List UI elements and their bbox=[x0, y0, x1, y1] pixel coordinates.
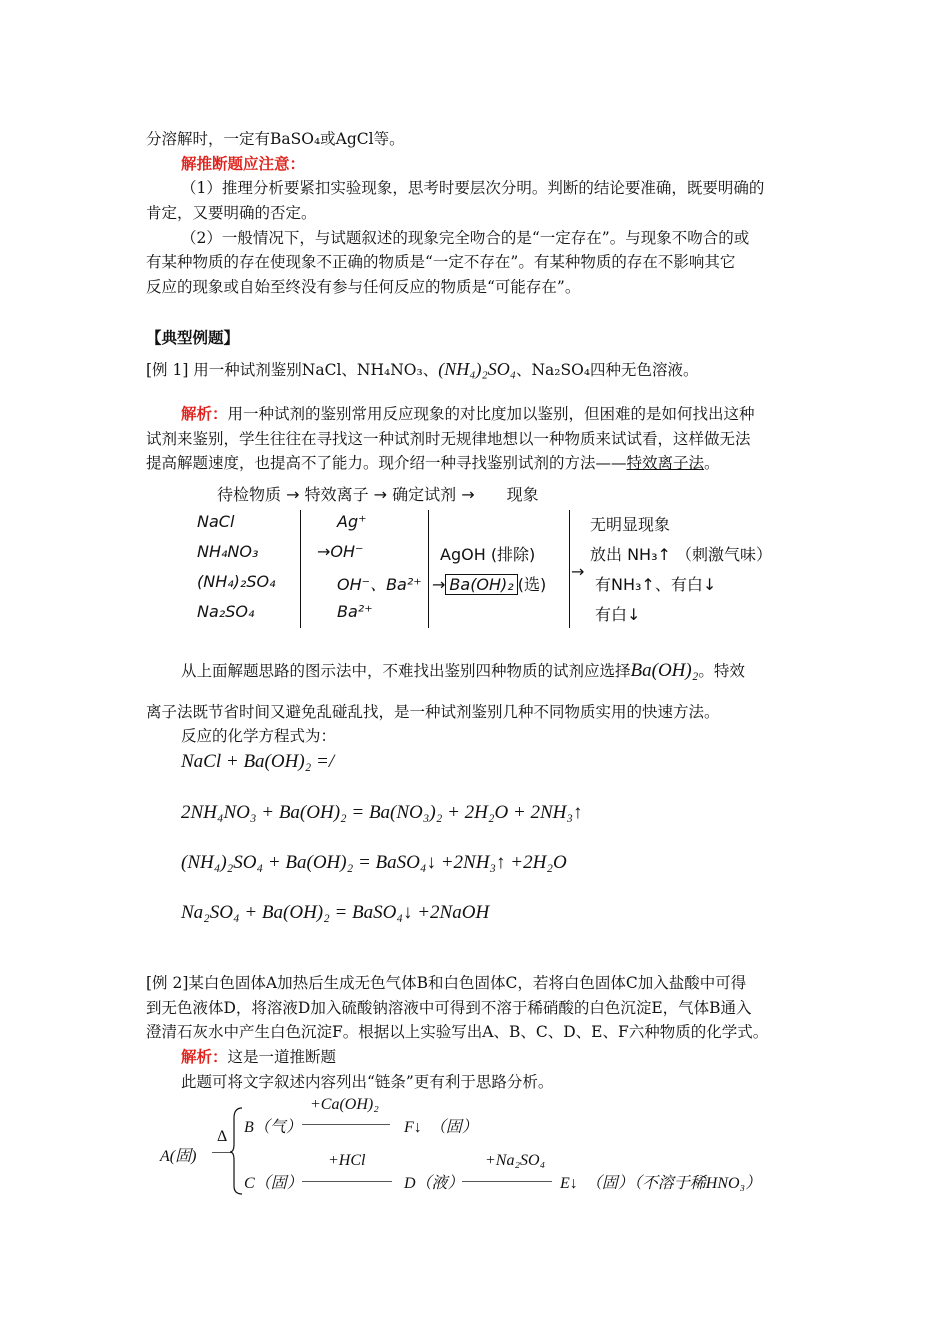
chain-b-line bbox=[302, 1124, 390, 1125]
diagram-header: 待检物质 → 特效离子 → 确定试剂 → 现象 bbox=[217, 485, 539, 504]
example1-analysis-line1: 解析：用一种试剂的鉴别常用反应现象的对比度加以鉴别，但困难的是如何找出这种 bbox=[181, 404, 755, 423]
equation-4: Na₂SO₄ + Ba(OH)₂ = BaSO₄↓ +2NaOH bbox=[181, 902, 490, 923]
note1-line2: 肯定，又要明确的否定。 bbox=[146, 204, 317, 222]
note2-line2: 有某种物质的存在使现象不正确的物质是“一定不存在”。有某种物质的存在不影响其它 bbox=[146, 253, 736, 271]
note2-line3: 反应的现象或自始至终没有参与任何反应的物质是“可能存在”。 bbox=[146, 278, 581, 296]
chain-b: B（气） bbox=[244, 1119, 302, 1136]
example1-prefix: [例 1] 用一种试剂鉴别NaCl、NH₄NO₃、 bbox=[146, 361, 439, 379]
ion-2: →OH⁻ bbox=[317, 542, 364, 561]
reaction-chain-diagram bbox=[160, 1098, 820, 1198]
substance-4: Na₂SO₄ bbox=[197, 602, 255, 621]
chain-c-line bbox=[302, 1181, 392, 1182]
example1-question bbox=[146, 358, 699, 381]
equation-2: 2NH₄NO₃ + Ba(OH)₂ = Ba(NO₃)₂ + 2H₂O + 2NH₃↑ bbox=[181, 802, 583, 823]
equations-title: 反应的化学方程式为： bbox=[181, 727, 337, 745]
substance-3: (NH₄)₂SO₄ bbox=[197, 572, 276, 591]
identification-diagram bbox=[195, 480, 810, 630]
chain-a: A(固) bbox=[160, 1148, 197, 1165]
chain-f: F↓ （固） bbox=[404, 1119, 478, 1136]
analysis-label: 解析： bbox=[181, 404, 228, 423]
example1-analysis-line2: 试剂来鉴别，学生往往在寻找这一种试剂时无规律地想以一种物质来试试看，这样做无法 bbox=[146, 430, 751, 448]
conclusion-line1: 从上面解题思路的图示法中，不难找出鉴别四种物质的试剂应选择Ba(OH)₂。特效 bbox=[181, 660, 745, 681]
chain-delta: Δ bbox=[217, 1128, 228, 1145]
phenomenon-3: 有NH₃↑、有白↓ bbox=[595, 575, 717, 594]
example1-analysis-line3: 提高解题速度，也提高不了能力。现介绍一种寻找鉴别试剂的方法——特效离子法。 bbox=[146, 454, 720, 472]
chain-d-line bbox=[462, 1181, 552, 1182]
reagent-selected: → Ba(OH)₂ (选) bbox=[432, 575, 547, 594]
example2-line2: 到无色液体D，将溶液D加入硫酸钠溶液中可得到不溶于稀硝酸的白色沉淀E，气体B通入 bbox=[146, 999, 752, 1017]
diagram-divider-3 bbox=[569, 510, 570, 628]
chain-a-line bbox=[212, 1152, 232, 1153]
chain-reagent-b: +Ca(OH)₂ bbox=[310, 1096, 379, 1113]
substance-1: NaCl bbox=[197, 512, 235, 531]
equation-3: (NH₄)₂SO₄ + Ba(OH)₂ = BaSO₄↓ +2NH₃↑ +2H₂O bbox=[181, 852, 567, 873]
example2-chain-intro: 此题可将文字叙述内容列出“链条”更有利于思路分析。 bbox=[181, 1073, 554, 1091]
chain-brace-icon bbox=[230, 1106, 244, 1196]
chain-d: D（液） bbox=[404, 1175, 464, 1192]
ion-3: OH⁻、Ba²⁺ bbox=[337, 575, 422, 594]
example2-line1: [例 2]某白色固体A加热后生成无色气体B和白色固体C，若将白色固体C加入盐酸中可得 bbox=[146, 974, 747, 992]
reagent-excluded: AgOH (排除) bbox=[440, 545, 536, 564]
diagram-divider-1 bbox=[300, 510, 301, 628]
phenomenon-1: 无明显现象 bbox=[590, 515, 671, 534]
example2-analysis-label: 解析： bbox=[181, 1047, 228, 1066]
diagram-divider-2 bbox=[428, 510, 429, 628]
method-name: 特效离子法 bbox=[626, 454, 705, 472]
example2-analysis: 解析：这是一道推断题 bbox=[181, 1047, 337, 1066]
section-title: 【典型例题】 bbox=[146, 328, 240, 347]
equation-1: NaCl + Ba(OH)₂ =/ bbox=[181, 751, 335, 772]
ion-4: Ba²⁺ bbox=[337, 602, 373, 621]
note2-line1: （2）一般情况下，与试题叙述的现象完全吻合的是“一定存在”。与现象不吻合的或 bbox=[181, 229, 750, 247]
ion-1: Ag⁺ bbox=[337, 512, 367, 531]
chain-reagent-c: +HCl bbox=[328, 1152, 366, 1169]
example1-formula: (NH₄)₂SO₄ bbox=[438, 359, 516, 379]
note-title: 解推断题应注意： bbox=[181, 154, 306, 173]
substance-2: NH₄NO₃ bbox=[197, 542, 259, 561]
note1-line1: （1）推理分析要紧扣实验现象，思考时要层次分明。判断的结论要准确，既要明确的 bbox=[181, 179, 765, 197]
conclusion-formula: Ba(OH)₂ bbox=[630, 660, 699, 681]
example1-suffix: 、Na₂SO₄四种无色溶液。 bbox=[515, 361, 699, 379]
selected-reagent-box: Ba(OH)₂ bbox=[445, 574, 517, 595]
phenomenon-4: 有白↓ bbox=[595, 605, 641, 624]
chain-c: C（固） bbox=[244, 1175, 303, 1192]
example2-line3: 澄清石灰水中产生白色沉淀F。根据以上实验写出A、B、C、D、E、F六种物质的化学式。 bbox=[146, 1023, 769, 1041]
intro-line: 分溶解时，一定有BaSO₄或AgCl等。 bbox=[146, 130, 405, 148]
chain-reagent-d: +Na₂SO₄ bbox=[485, 1152, 546, 1169]
arrow-to-phenomena: → bbox=[571, 562, 585, 581]
chain-e: E↓ （固）（不溶于稀HNO₃） bbox=[560, 1175, 762, 1192]
phenomenon-2: 放出 NH₃↑ （刺激气味） bbox=[590, 545, 772, 564]
conclusion-line2: 离子法既节省时间又避免乱碰乱找，是一种试剂鉴别几种不同物质实用的快速方法。 bbox=[146, 703, 720, 721]
